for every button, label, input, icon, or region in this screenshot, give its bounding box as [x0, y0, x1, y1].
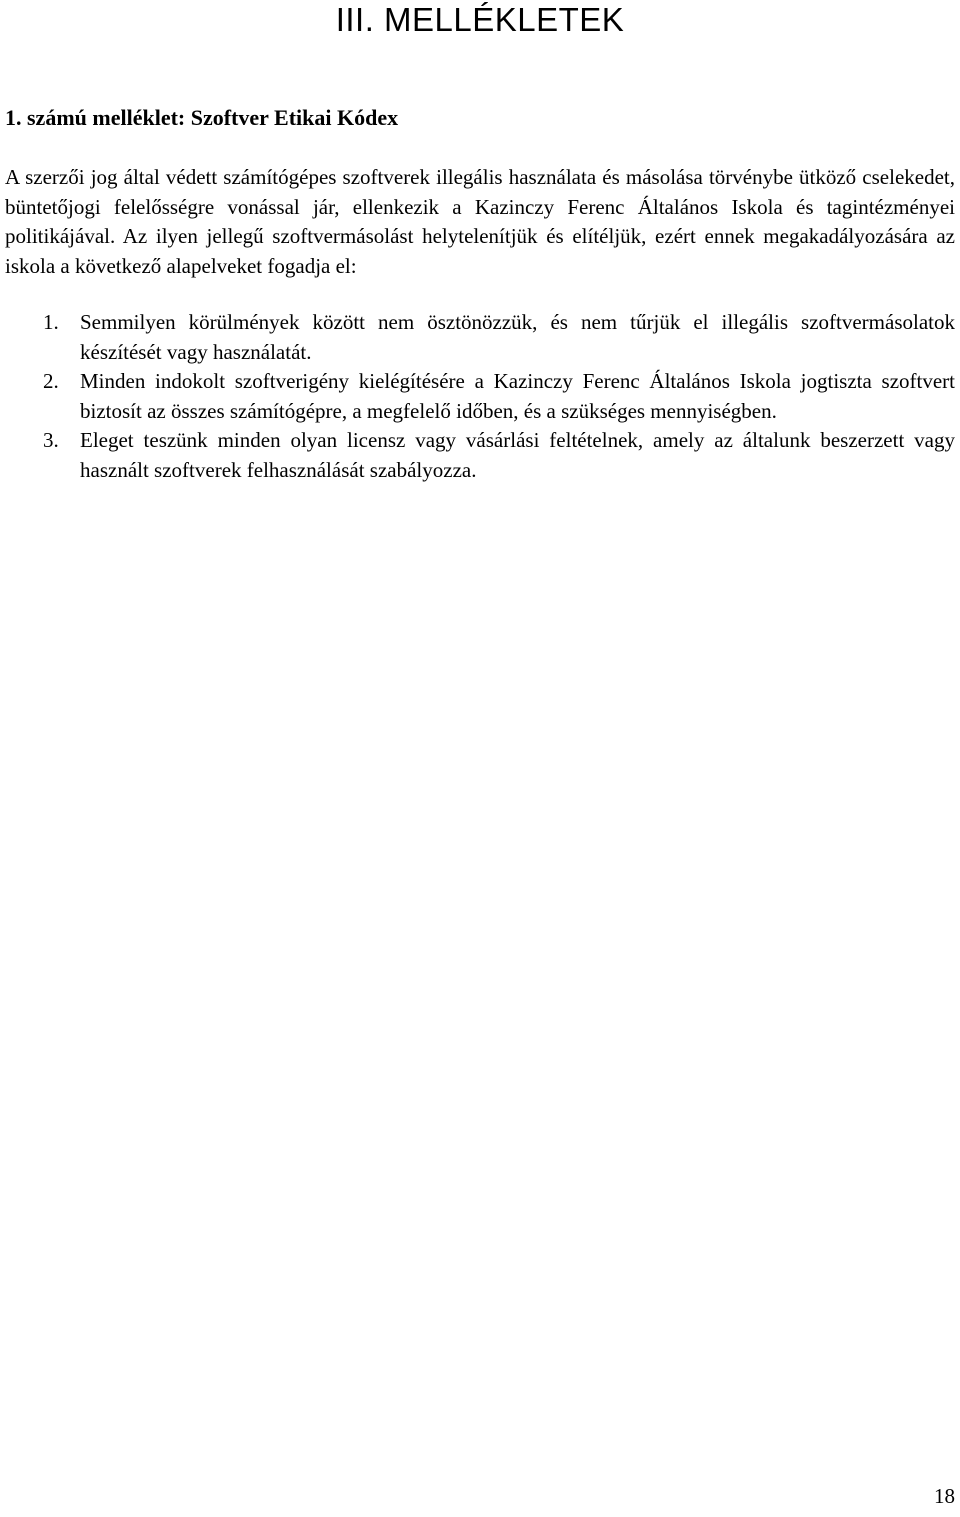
rule-text: Minden indokolt szoftverigény kielégítésére a Kazinczy Ferenc Általános Iskola jogtiszta szoftvert biztosít az összes számítógépre, a megfelelő időben, és a szükséges mennyiségben.: [80, 369, 955, 423]
intro-paragraph: A szerzői jog által védett számítógépes szoftverek illegális használata és másolása törvénybe ütköző cselekedet, büntetőjogi felelősségre vonással jár, ellenkezik a Kazinczy Ferenc Általános Iskola és tagintézményei politikájával. Az ilyen jellegű szoftvermásolást helytelenítjük és elítéljük, ezért ennek megakadályozására az iskola a következő alapelveket fogadja el:: [5, 165, 955, 278]
section-heading: 1. számú melléklet: Szoftver Etikai Kódex: [5, 105, 399, 130]
page-number: 18: [934, 1484, 955, 1508]
rule-item: [5, 426, 955, 485]
rule-text: Eleget teszünk minden olyan licensz vagy vásárlási feltételnek, amely az általunk beszerzett vagy használt szoftverek felhasználását szabályozza.: [80, 428, 955, 482]
rule-number: 1.: [43, 310, 59, 334]
rule-item: [5, 308, 955, 367]
rule-number: 3.: [43, 428, 59, 452]
page-title: III. MELLÉKLETEK: [335, 1, 625, 38]
rule-text: Semmilyen körülmények között nem ösztönözzük, és nem tűrjük el illegális szoftvermásolatok készítését vagy használatát.: [80, 310, 955, 364]
rules-list: [5, 308, 955, 485]
rule-number: 2.: [43, 369, 59, 393]
rule-item: [5, 367, 955, 426]
